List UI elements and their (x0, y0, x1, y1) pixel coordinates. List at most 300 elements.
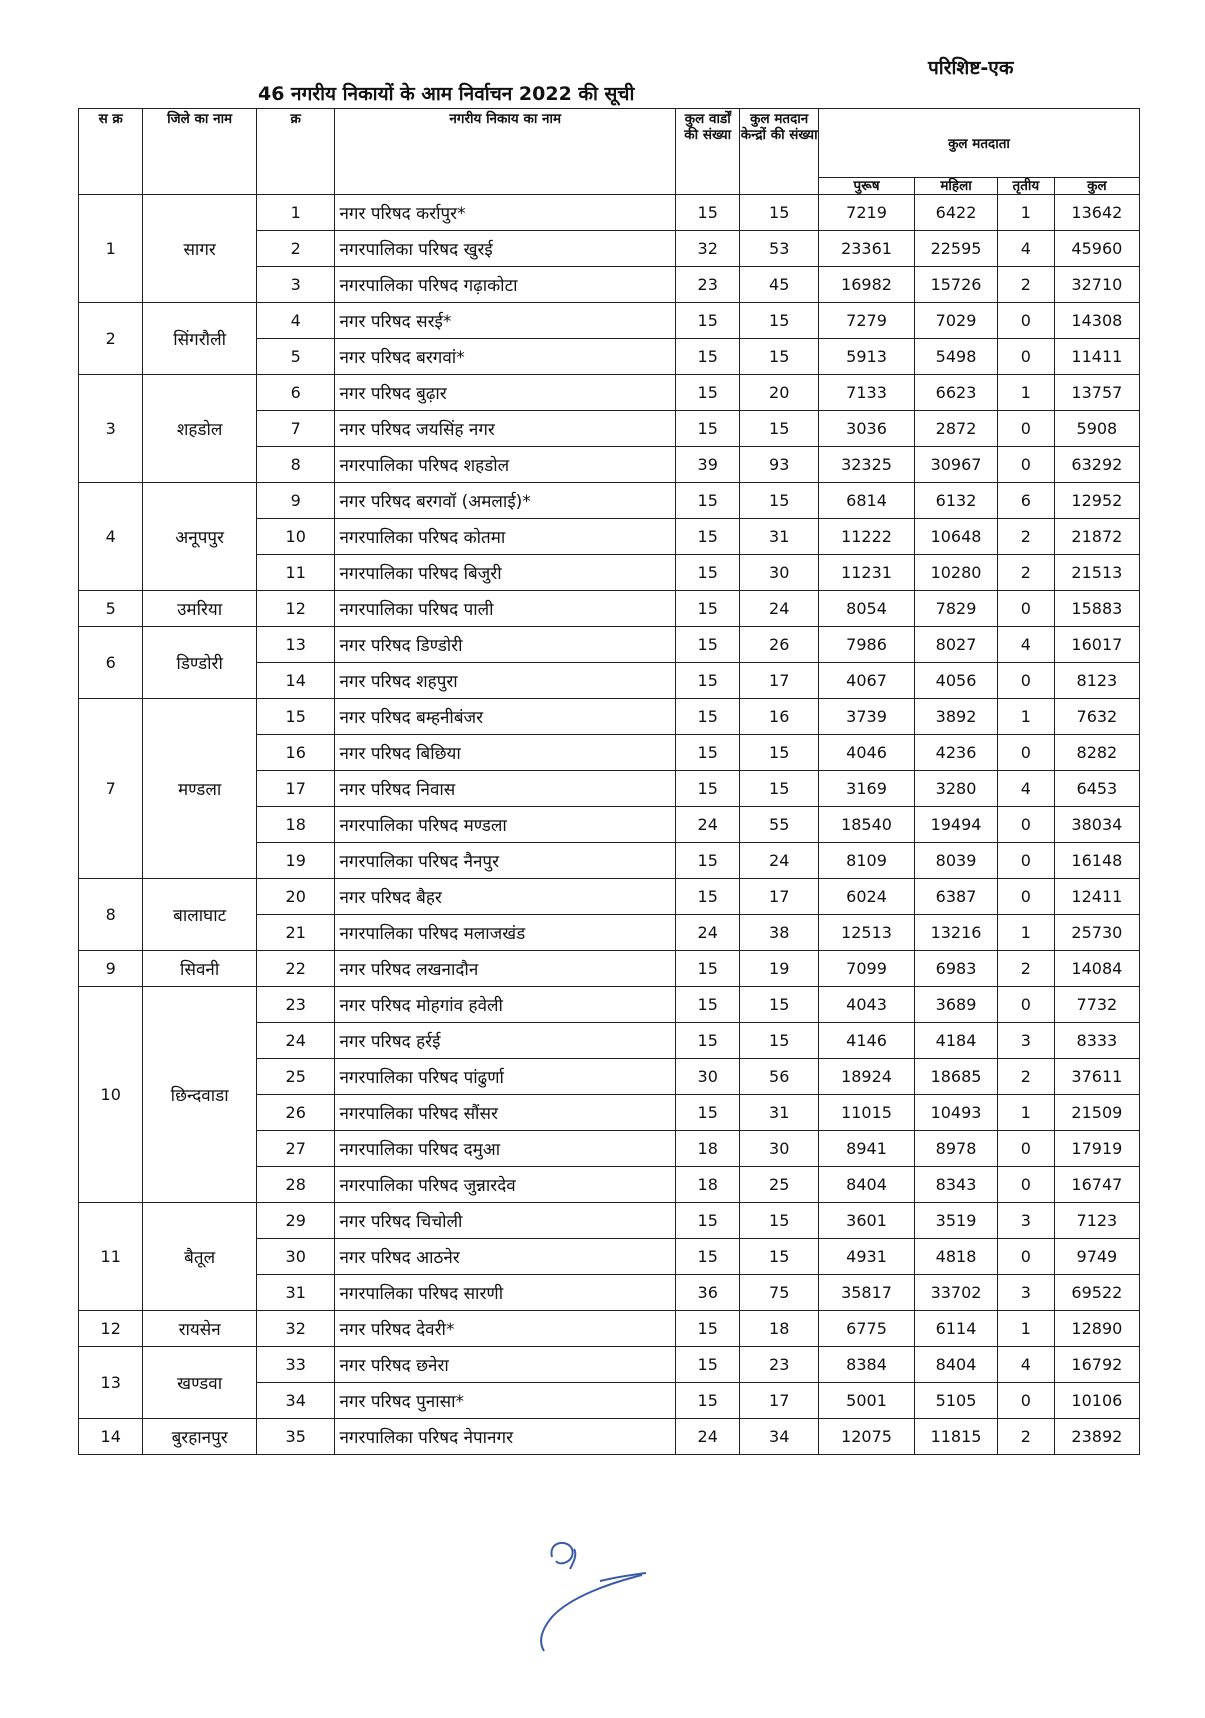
wards-cell: 15 (676, 987, 740, 1023)
total-cell: 12890 (1054, 1311, 1139, 1347)
body-name-cell: नगर परिषद शहपुरा (335, 663, 676, 699)
wards-cell: 15 (676, 1023, 740, 1059)
body-name-cell: नगर परिषद छनेरा (335, 1347, 676, 1383)
total-cell: 5908 (1054, 411, 1139, 447)
centers-cell: 24 (740, 591, 819, 627)
centers-cell: 15 (740, 339, 819, 375)
third-gender-cell: 0 (998, 591, 1055, 627)
serial-cell: 32 (256, 1311, 335, 1347)
total-cell: 10106 (1054, 1383, 1139, 1419)
total-cell: 69522 (1054, 1275, 1139, 1311)
district-sno-cell: 9 (79, 951, 143, 987)
wards-cell: 15 (676, 483, 740, 519)
serial-cell: 21 (256, 915, 335, 951)
male-cell: 18924 (819, 1059, 915, 1095)
wards-cell: 15 (676, 1239, 740, 1275)
male-cell: 11231 (819, 555, 915, 591)
col-header-third: तृतीय (998, 178, 1055, 195)
male-cell: 7133 (819, 375, 915, 411)
centers-cell: 56 (740, 1059, 819, 1095)
female-cell: 5498 (915, 339, 998, 375)
female-cell: 6623 (915, 375, 998, 411)
male-cell: 7986 (819, 627, 915, 663)
total-cell: 12952 (1054, 483, 1139, 519)
serial-cell: 9 (256, 483, 335, 519)
table-row (79, 195, 1140, 231)
total-cell: 23892 (1054, 1419, 1139, 1455)
third-gender-cell: 1 (998, 375, 1055, 411)
female-cell: 19494 (915, 807, 998, 843)
third-gender-cell: 0 (998, 303, 1055, 339)
centers-cell: 24 (740, 843, 819, 879)
table-row (79, 483, 1140, 519)
total-cell: 21872 (1054, 519, 1139, 555)
wards-cell: 18 (676, 1131, 740, 1167)
wards-cell: 15 (676, 375, 740, 411)
total-cell: 16792 (1054, 1347, 1139, 1383)
annexure-label: परिशिष्ट-एक (928, 57, 1014, 79)
wards-cell: 15 (676, 555, 740, 591)
male-cell: 3601 (819, 1203, 915, 1239)
centers-cell: 30 (740, 555, 819, 591)
district-name-cell: बुरहानपुर (143, 1419, 257, 1455)
centers-cell: 15 (740, 771, 819, 807)
total-cell: 63292 (1054, 447, 1139, 483)
centers-cell: 15 (740, 195, 819, 231)
third-gender-cell: 0 (998, 663, 1055, 699)
col-header-sno: स क्र (79, 109, 143, 195)
third-gender-cell: 0 (998, 807, 1055, 843)
wards-cell: 24 (676, 1419, 740, 1455)
district-name-cell: रायसेन (143, 1311, 257, 1347)
serial-cell: 23 (256, 987, 335, 1023)
wards-cell: 23 (676, 267, 740, 303)
col-header-district: जिले का नाम (143, 109, 257, 195)
third-gender-cell: 4 (998, 1347, 1055, 1383)
male-cell: 16982 (819, 267, 915, 303)
centers-cell: 17 (740, 663, 819, 699)
serial-cell: 8 (256, 447, 335, 483)
centers-cell: 30 (740, 1131, 819, 1167)
third-gender-cell: 0 (998, 879, 1055, 915)
body-name-cell: नगरपालिका परिषद दमुआ (335, 1131, 676, 1167)
male-cell: 8109 (819, 843, 915, 879)
male-cell: 6814 (819, 483, 915, 519)
district-name-cell: डिण्डोरी (143, 627, 257, 699)
wards-cell: 15 (676, 1347, 740, 1383)
body-name-cell: नगर परिषद बम्हनीबंजर (335, 699, 676, 735)
total-cell: 16148 (1054, 843, 1139, 879)
centers-cell: 31 (740, 519, 819, 555)
serial-cell: 10 (256, 519, 335, 555)
body-name-cell: नगर परिषद डिण्डोरी (335, 627, 676, 663)
serial-cell: 16 (256, 735, 335, 771)
wards-cell: 15 (676, 411, 740, 447)
body-name-cell: नगरपालिका परिषद नैनपुर (335, 843, 676, 879)
body-name-cell: नगरपालिका परिषद शहडोल (335, 447, 676, 483)
body-name-cell: नगर परिषद लखनादौन (335, 951, 676, 987)
total-cell: 7632 (1054, 699, 1139, 735)
centers-cell: 17 (740, 1383, 819, 1419)
serial-cell: 11 (256, 555, 335, 591)
total-cell: 8123 (1054, 663, 1139, 699)
district-name-cell: अनूपपुर (143, 483, 257, 591)
female-cell: 6132 (915, 483, 998, 519)
female-cell: 5105 (915, 1383, 998, 1419)
female-cell: 10648 (915, 519, 998, 555)
male-cell: 8054 (819, 591, 915, 627)
district-sno-cell: 5 (79, 591, 143, 627)
male-cell: 11222 (819, 519, 915, 555)
total-cell: 12411 (1054, 879, 1139, 915)
wards-cell: 15 (676, 951, 740, 987)
male-cell: 6024 (819, 879, 915, 915)
female-cell: 4184 (915, 1023, 998, 1059)
wards-cell: 15 (676, 663, 740, 699)
total-cell: 14084 (1054, 951, 1139, 987)
col-header-centers: कुल मतदान केन्द्रों की संख्या (740, 109, 819, 195)
body-name-cell: नगरपालिका परिषद जुन्नारदेव (335, 1167, 676, 1203)
centers-cell: 15 (740, 483, 819, 519)
third-gender-cell: 1 (998, 195, 1055, 231)
female-cell: 15726 (915, 267, 998, 303)
female-cell: 11815 (915, 1419, 998, 1455)
district-name-cell: खण्डवा (143, 1347, 257, 1419)
serial-cell: 7 (256, 411, 335, 447)
serial-cell: 17 (256, 771, 335, 807)
female-cell: 10280 (915, 555, 998, 591)
wards-cell: 15 (676, 1311, 740, 1347)
female-cell: 6387 (915, 879, 998, 915)
female-cell: 2872 (915, 411, 998, 447)
table-row (79, 591, 1140, 627)
male-cell: 7279 (819, 303, 915, 339)
male-cell: 32325 (819, 447, 915, 483)
female-cell: 4818 (915, 1239, 998, 1275)
male-cell: 4931 (819, 1239, 915, 1275)
male-cell: 7099 (819, 951, 915, 987)
third-gender-cell: 4 (998, 771, 1055, 807)
total-cell: 7732 (1054, 987, 1139, 1023)
male-cell: 4046 (819, 735, 915, 771)
centers-cell: 75 (740, 1275, 819, 1311)
table-row (79, 627, 1140, 663)
third-gender-cell: 0 (998, 447, 1055, 483)
female-cell: 10493 (915, 1095, 998, 1131)
body-name-cell: नगर परिषद बैहर (335, 879, 676, 915)
centers-cell: 15 (740, 411, 819, 447)
total-cell: 9749 (1054, 1239, 1139, 1275)
table-row (79, 987, 1140, 1023)
serial-cell: 22 (256, 951, 335, 987)
centers-cell: 31 (740, 1095, 819, 1131)
wards-cell: 30 (676, 1059, 740, 1095)
wards-cell: 15 (676, 591, 740, 627)
district-name-cell: सिवनी (143, 951, 257, 987)
wards-cell: 36 (676, 1275, 740, 1311)
female-cell: 3689 (915, 987, 998, 1023)
third-gender-cell: 3 (998, 1023, 1055, 1059)
female-cell: 6422 (915, 195, 998, 231)
body-name-cell: नगरपालिका परिषद मलाजखंड (335, 915, 676, 951)
body-name-cell: नगर परिषद बरगवॉ (अमलाई)* (335, 483, 676, 519)
centers-cell: 15 (740, 987, 819, 1023)
wards-cell: 15 (676, 339, 740, 375)
female-cell: 7029 (915, 303, 998, 339)
male-cell: 7219 (819, 195, 915, 231)
wards-cell: 15 (676, 519, 740, 555)
wards-cell: 24 (676, 915, 740, 951)
district-name-cell: उमरिया (143, 591, 257, 627)
wards-cell: 18 (676, 1167, 740, 1203)
total-cell: 21513 (1054, 555, 1139, 591)
centers-cell: 20 (740, 375, 819, 411)
wards-cell: 15 (676, 627, 740, 663)
third-gender-cell: 1 (998, 699, 1055, 735)
third-gender-cell: 6 (998, 483, 1055, 519)
district-sno-cell: 1 (79, 195, 143, 303)
third-gender-cell: 0 (998, 987, 1055, 1023)
female-cell: 18685 (915, 1059, 998, 1095)
serial-cell: 5 (256, 339, 335, 375)
female-cell: 3892 (915, 699, 998, 735)
body-name-cell: नगर परिषद सरई* (335, 303, 676, 339)
female-cell: 8343 (915, 1167, 998, 1203)
serial-cell: 29 (256, 1203, 335, 1239)
female-cell: 8978 (915, 1131, 998, 1167)
table-row (79, 1347, 1140, 1383)
third-gender-cell: 0 (998, 1383, 1055, 1419)
wards-cell: 15 (676, 1383, 740, 1419)
total-cell: 15883 (1054, 591, 1139, 627)
total-cell: 13642 (1054, 195, 1139, 231)
document-title: 46 नगरीय निकायों के आम निर्वाचन 2022 की सूची (258, 83, 635, 105)
body-name-cell: नगरपालिका परिषद पांढुर्णा (335, 1059, 676, 1095)
male-cell: 12075 (819, 1419, 915, 1455)
body-name-cell: नगर परिषद पुनासा* (335, 1383, 676, 1419)
wards-cell: 32 (676, 231, 740, 267)
district-name-cell: छिन्दवाडा (143, 987, 257, 1203)
third-gender-cell: 1 (998, 1311, 1055, 1347)
female-cell: 4056 (915, 663, 998, 699)
table-row (79, 879, 1140, 915)
serial-cell: 2 (256, 231, 335, 267)
centers-cell: 23 (740, 1347, 819, 1383)
third-gender-cell: 0 (998, 1239, 1055, 1275)
serial-cell: 12 (256, 591, 335, 627)
signature (530, 1535, 650, 1665)
third-gender-cell: 2 (998, 555, 1055, 591)
district-sno-cell: 4 (79, 483, 143, 591)
serial-cell: 34 (256, 1383, 335, 1419)
wards-cell: 15 (676, 699, 740, 735)
female-cell: 4236 (915, 735, 998, 771)
district-name-cell: बालाघाट (143, 879, 257, 951)
male-cell: 35817 (819, 1275, 915, 1311)
female-cell: 13216 (915, 915, 998, 951)
wards-cell: 15 (676, 303, 740, 339)
table-row (79, 1311, 1140, 1347)
total-cell: 38034 (1054, 807, 1139, 843)
district-sno-cell: 2 (79, 303, 143, 375)
female-cell: 22595 (915, 231, 998, 267)
serial-cell: 26 (256, 1095, 335, 1131)
wards-cell: 15 (676, 1095, 740, 1131)
body-name-cell: नगर परिषद देवरी* (335, 1311, 676, 1347)
male-cell: 6775 (819, 1311, 915, 1347)
female-cell: 3519 (915, 1203, 998, 1239)
third-gender-cell: 2 (998, 519, 1055, 555)
female-cell: 8039 (915, 843, 998, 879)
body-name-cell: नगरपालिका परिषद मण्डला (335, 807, 676, 843)
male-cell: 8384 (819, 1347, 915, 1383)
third-gender-cell: 0 (998, 1167, 1055, 1203)
table-row (79, 951, 1140, 987)
total-cell: 25730 (1054, 915, 1139, 951)
table-row (79, 699, 1140, 735)
wards-cell: 15 (676, 1203, 740, 1239)
wards-cell: 15 (676, 771, 740, 807)
district-sno-cell: 6 (79, 627, 143, 699)
wards-cell: 15 (676, 879, 740, 915)
male-cell: 23361 (819, 231, 915, 267)
centers-cell: 25 (740, 1167, 819, 1203)
serial-cell: 6 (256, 375, 335, 411)
third-gender-cell: 3 (998, 1275, 1055, 1311)
male-cell: 12513 (819, 915, 915, 951)
serial-cell: 25 (256, 1059, 335, 1095)
male-cell: 4067 (819, 663, 915, 699)
table-row (79, 1203, 1140, 1239)
district-sno-cell: 13 (79, 1347, 143, 1419)
third-gender-cell: 0 (998, 411, 1055, 447)
serial-cell: 3 (256, 267, 335, 303)
table-row (79, 375, 1140, 411)
col-header-voters: कुल मतदाता (819, 109, 1140, 178)
body-name-cell: नगर परिषद जयसिंह नगर (335, 411, 676, 447)
male-cell: 8941 (819, 1131, 915, 1167)
total-cell: 6453 (1054, 771, 1139, 807)
total-cell: 21509 (1054, 1095, 1139, 1131)
third-gender-cell: 0 (998, 1131, 1055, 1167)
female-cell: 3280 (915, 771, 998, 807)
table-row (79, 1419, 1140, 1455)
total-cell: 14308 (1054, 303, 1139, 339)
total-cell: 13757 (1054, 375, 1139, 411)
wards-cell: 15 (676, 843, 740, 879)
male-cell: 3169 (819, 771, 915, 807)
body-name-cell: नगरपालिका परिषद खुरई (335, 231, 676, 267)
district-name-cell: मण्डला (143, 699, 257, 879)
body-name-cell: नगर परिषद कर्रापुर* (335, 195, 676, 231)
third-gender-cell: 0 (998, 735, 1055, 771)
serial-cell: 35 (256, 1419, 335, 1455)
district-sno-cell: 11 (79, 1203, 143, 1311)
centers-cell: 15 (740, 1023, 819, 1059)
serial-cell: 27 (256, 1131, 335, 1167)
female-cell: 8027 (915, 627, 998, 663)
body-name-cell: नगरपालिका परिषद गढ़ाकोटा (335, 267, 676, 303)
third-gender-cell: 2 (998, 267, 1055, 303)
third-gender-cell: 1 (998, 915, 1055, 951)
wards-cell: 15 (676, 735, 740, 771)
district-name-cell: सिंगरौली (143, 303, 257, 375)
centers-cell: 15 (740, 1203, 819, 1239)
total-cell: 11411 (1054, 339, 1139, 375)
wards-cell: 15 (676, 195, 740, 231)
male-cell: 4043 (819, 987, 915, 1023)
male-cell: 18540 (819, 807, 915, 843)
body-name-cell: नगर परिषद हर्रई (335, 1023, 676, 1059)
male-cell: 5913 (819, 339, 915, 375)
table-row (79, 303, 1140, 339)
district-name-cell: शहडोल (143, 375, 257, 483)
female-cell: 30967 (915, 447, 998, 483)
wards-cell: 39 (676, 447, 740, 483)
body-name-cell: नगर परिषद मोहगांव हवेली (335, 987, 676, 1023)
serial-cell: 13 (256, 627, 335, 663)
body-name-cell: नगरपालिका परिषद पाली (335, 591, 676, 627)
district-name-cell: सागर (143, 195, 257, 303)
total-cell: 8282 (1054, 735, 1139, 771)
serial-cell: 18 (256, 807, 335, 843)
serial-cell: 14 (256, 663, 335, 699)
body-name-cell: नगरपालिका परिषद नेपानगर (335, 1419, 676, 1455)
female-cell: 33702 (915, 1275, 998, 1311)
centers-cell: 16 (740, 699, 819, 735)
table-body (79, 195, 1140, 1455)
total-cell: 37611 (1054, 1059, 1139, 1095)
col-header-total: कुल (1054, 178, 1139, 195)
col-header-wards: कुल वार्डों की संख्या (676, 109, 740, 195)
female-cell: 6114 (915, 1311, 998, 1347)
total-cell: 17919 (1054, 1131, 1139, 1167)
body-name-cell: नगरपालिका परिषद कोतमा (335, 519, 676, 555)
district-sno-cell: 3 (79, 375, 143, 483)
serial-cell: 15 (256, 699, 335, 735)
centers-cell: 26 (740, 627, 819, 663)
serial-cell: 19 (256, 843, 335, 879)
female-cell: 8404 (915, 1347, 998, 1383)
body-name-cell: नगरपालिका परिषद सौंसर (335, 1095, 676, 1131)
total-cell: 32710 (1054, 267, 1139, 303)
male-cell: 4146 (819, 1023, 915, 1059)
total-cell: 16747 (1054, 1167, 1139, 1203)
body-name-cell: नगर परिषद बिछिया (335, 735, 676, 771)
col-header-male: पुरूष (819, 178, 915, 195)
col-header-body-name: नगरीय निकाय का नाम (335, 109, 676, 195)
centers-cell: 15 (740, 303, 819, 339)
body-name-cell: नगर परिषद आठनेर (335, 1239, 676, 1275)
centers-cell: 53 (740, 231, 819, 267)
female-cell: 6983 (915, 951, 998, 987)
centers-cell: 15 (740, 735, 819, 771)
total-cell: 45960 (1054, 231, 1139, 267)
body-name-cell: नगरपालिका परिषद बिजुरी (335, 555, 676, 591)
serial-cell: 1 (256, 195, 335, 231)
district-name-cell: बैतूल (143, 1203, 257, 1311)
municipal-bodies-table (78, 108, 1140, 1455)
body-name-cell: नगर परिषद चिचोली (335, 1203, 676, 1239)
body-name-cell: नगर परिषद बुढ़ार (335, 375, 676, 411)
third-gender-cell: 4 (998, 627, 1055, 663)
male-cell: 3036 (819, 411, 915, 447)
centers-cell: 34 (740, 1419, 819, 1455)
centers-cell: 15 (740, 1239, 819, 1275)
body-name-cell: नगरपालिका परिषद सारणी (335, 1275, 676, 1311)
third-gender-cell: 4 (998, 231, 1055, 267)
total-cell: 8333 (1054, 1023, 1139, 1059)
